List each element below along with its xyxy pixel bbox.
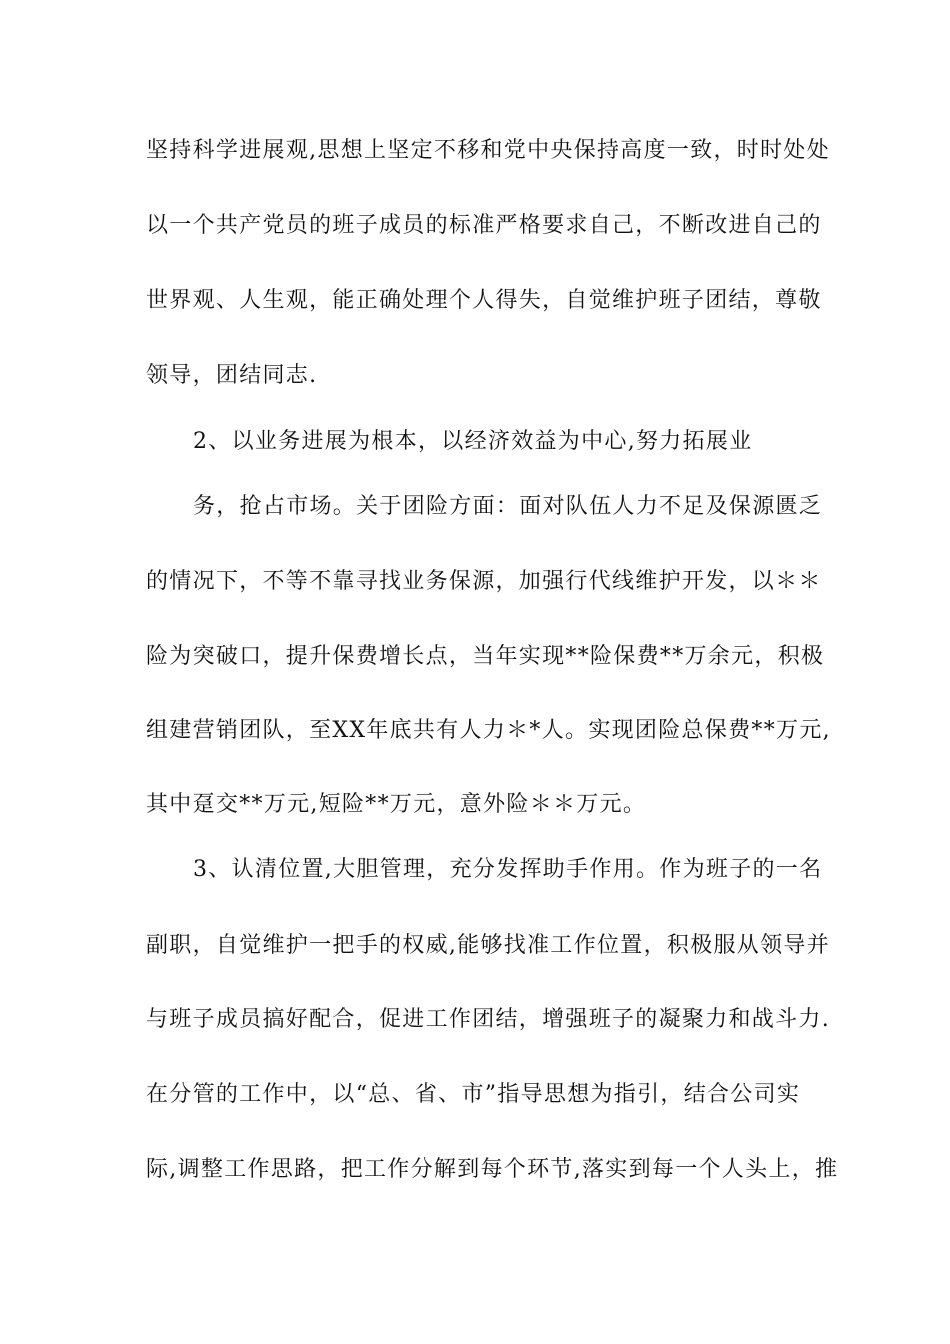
body-text-line: 与班子成员搞好配合，促进工作团结，增强班子的凝聚力和战斗力. <box>146 1007 830 1032</box>
body-text-line: 以一个共产党员的班子成员的标准严格要求自己，不断改进自己的 <box>146 213 822 238</box>
body-text-line: 组建营销团队，至XX年底共有人力＊*人。实现团险总保费**万元, <box>146 718 831 743</box>
body-text-line: 在分管的工作中，以“总、省、市”指导思想为指引，结合公司实 <box>146 1082 801 1107</box>
body-text-line: 领导，团结同志. <box>146 363 318 388</box>
body-text-line: 务，抢占市场。关于团险方面：面对队伍人力不足及保源匮乏 <box>193 494 823 519</box>
body-text-line: 坚持科学进展观,思想上坚定不移和党中央保持高度一致，时时处处 <box>146 138 830 163</box>
body-text-line: 的情况下，不等不靠寻找业务保源，加强行代线维护开发，以＊＊ <box>146 569 822 594</box>
body-text-line: 其中趸交**万元,短险**万元，意外险＊＊万元。 <box>146 792 647 817</box>
body-text-line: 险为突破口，提升保费增长点，当年实现**险保费**万余元，积极 <box>146 644 825 669</box>
body-text-line: 际,调整工作思路，把工作分解到每个环节,落实到每一个人头上，推 <box>146 1157 839 1182</box>
paragraph-heading-2: 2、以业务进展为根本，以经济效益为中心,努力拓展业 <box>193 429 753 454</box>
body-text-line: 副职，自觉维护一把手的权威,能够找准工作位置，积极服从领导并 <box>146 933 830 958</box>
body-text-line: 世界观、人生观，能正确处理个人得失，自觉维护班子团结，尊敬 <box>146 288 822 313</box>
paragraph-heading-3: 3、认清位置,大胆管理，充分发挥助手作用。作为班子的一名 <box>193 857 823 882</box>
